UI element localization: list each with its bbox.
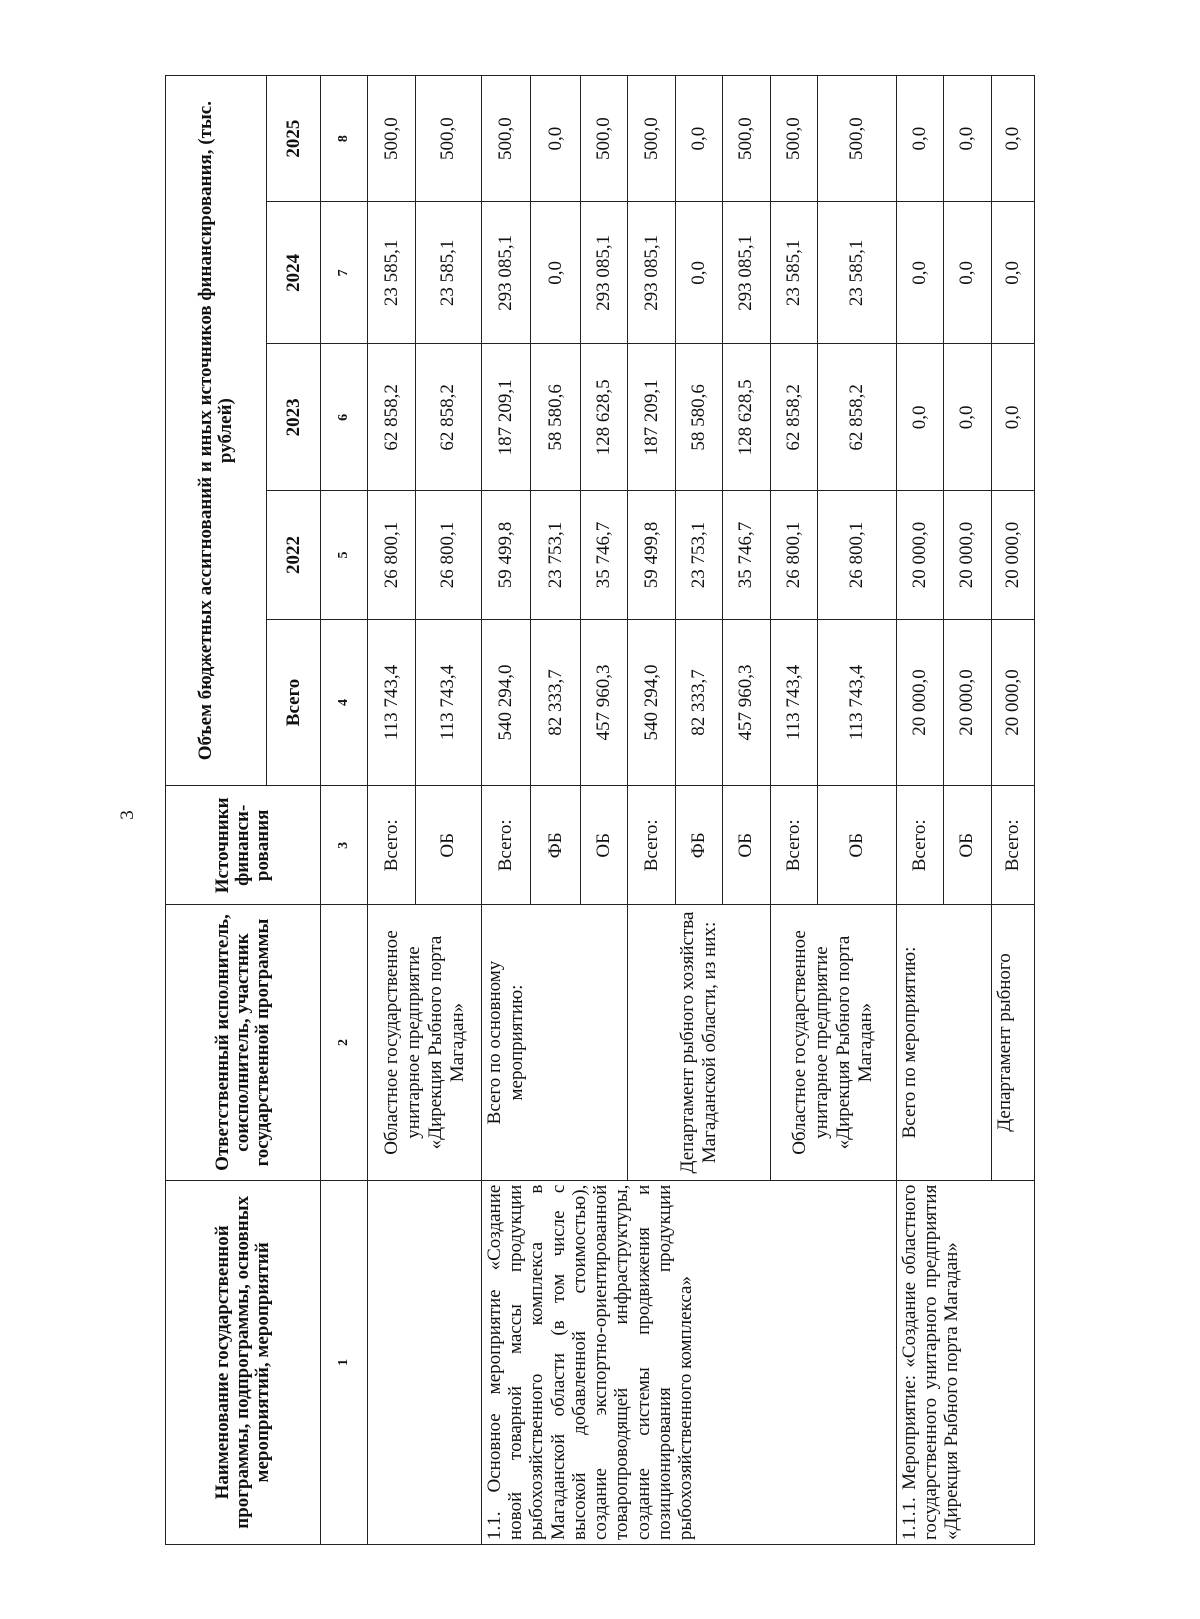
header-year-2024: 2024 — [267, 202, 321, 344]
executor-cell: Областное государственное унитарное предприятие «Дирекция Рыбного порта Магадан» — [368, 905, 482, 1180]
value-2024: 0,0 — [896, 202, 943, 344]
col-number: 3 — [320, 786, 367, 905]
executor-cell: Департамент рыбного хозяйства Магаданской области, из них: — [628, 905, 770, 1180]
col-number: 6 — [320, 344, 367, 491]
value-2024: 23 585,1 — [818, 202, 896, 344]
header-total: Всего — [267, 619, 321, 786]
executor-cell: Всего по мероприятию: — [896, 905, 991, 1180]
value-2025: 500,0 — [818, 76, 896, 202]
source-cell: ФБ — [675, 786, 722, 905]
value-2022: 26 800,1 — [770, 491, 817, 619]
value-total: 540 294,0 — [481, 619, 531, 786]
value-2025: 500,0 — [723, 76, 770, 202]
value-2025: 500,0 — [580, 76, 627, 202]
source-cell: ОБ — [723, 786, 770, 905]
value-2024: 23 585,1 — [368, 202, 415, 344]
value-2025: 0,0 — [675, 76, 722, 202]
value-2024: 0,0 — [991, 202, 1034, 344]
value-total: 540 294,0 — [628, 619, 675, 786]
value-2022: 26 800,1 — [415, 491, 481, 619]
value-total: 113 743,4 — [415, 619, 481, 786]
value-2024: 0,0 — [675, 202, 722, 344]
source-cell: Всего: — [896, 786, 943, 905]
value-total: 20 000,0 — [896, 619, 943, 786]
header-source: Источники финанси-рования — [166, 786, 321, 905]
value-2022: 26 800,1 — [368, 491, 415, 619]
value-2023: 187 209,1 — [481, 344, 531, 491]
header-volume: Объем бюджетных ассигнований и иных источников финансирования, (тыс. рублей) — [166, 76, 267, 786]
value-total: 113 743,4 — [818, 619, 896, 786]
col-number: 8 — [320, 76, 367, 202]
program-name-cell: 1.1.1. Мероприятие: «Создание областного государственного унитарного предприятия «Дирекция Рыбного порта Магадан» — [896, 1180, 1034, 1544]
value-2023: 58 580,6 — [531, 344, 581, 491]
value-2022: 23 753,1 — [531, 491, 581, 619]
program-name-cell: 1.1. Основное мероприятие «Создание новой товарной массы продукции рыбохозяйственного комплекса в Магаданской области (в том числе с высокой добавленной стоимостью), создание экспортно-ориентированной товаропроводящей инфраструктуры, создание системы продвижения и позиционирования продукции рыбохозяйственного комплекса» — [481, 1180, 896, 1544]
header-year-2023: 2023 — [267, 344, 321, 491]
value-2024: 293 085,1 — [723, 202, 770, 344]
value-2023: 58 580,6 — [675, 344, 722, 491]
value-2022: 35 746,7 — [723, 491, 770, 619]
value-2025: 0,0 — [944, 76, 991, 202]
header-name: Наименование государственной программы, подпрограммы, основных мероприятий, мероприятий — [166, 1180, 321, 1544]
value-2024: 23 585,1 — [415, 202, 481, 344]
value-2025: 500,0 — [770, 76, 817, 202]
value-2025: 500,0 — [368, 76, 415, 202]
value-2022: 20 000,0 — [991, 491, 1034, 619]
value-total: 457 960,3 — [580, 619, 627, 786]
value-2023: 62 858,2 — [415, 344, 481, 491]
source-cell: Всего: — [481, 786, 531, 905]
value-total: 20 000,0 — [991, 619, 1034, 786]
col-number: 1 — [320, 1180, 367, 1544]
source-cell: Всего: — [770, 786, 817, 905]
source-cell: Всего: — [368, 786, 415, 905]
value-2023: 62 858,2 — [770, 344, 817, 491]
value-2025: 0,0 — [991, 76, 1034, 202]
executor-cell: Департамент рыбного — [991, 905, 1034, 1180]
value-2022: 20 000,0 — [944, 491, 991, 619]
col-number: 7 — [320, 202, 367, 344]
funding-table — [165, 75, 1035, 1545]
executor-cell: Всего по основному мероприятию: — [481, 905, 628, 1180]
value-2024: 293 085,1 — [628, 202, 675, 344]
value-2023: 128 628,5 — [723, 344, 770, 491]
value-total: 113 743,4 — [770, 619, 817, 786]
value-2023: 62 858,2 — [818, 344, 896, 491]
page-number: 3 — [117, 810, 138, 820]
value-total: 457 960,3 — [723, 619, 770, 786]
source-cell: ОБ — [818, 786, 896, 905]
value-2023: 0,0 — [896, 344, 943, 491]
source-cell: Всего: — [628, 786, 675, 905]
value-2022: 59 499,8 — [481, 491, 531, 619]
value-2023: 0,0 — [944, 344, 991, 491]
value-2022: 23 753,1 — [675, 491, 722, 619]
executor-cell: Областное государственное унитарное предприятие «Дирекция Рыбного порта Магадан» — [770, 905, 896, 1180]
value-2023: 0,0 — [991, 344, 1034, 491]
value-2022: 59 499,8 — [628, 491, 675, 619]
value-2022: 26 800,1 — [818, 491, 896, 619]
source-cell: ОБ — [580, 786, 627, 905]
source-cell: Всего: — [991, 786, 1034, 905]
value-2024: 293 085,1 — [481, 202, 531, 344]
value-2024: 0,0 — [944, 202, 991, 344]
col-number: 2 — [320, 905, 367, 1180]
value-2025: 0,0 — [896, 76, 943, 202]
value-2024: 23 585,1 — [770, 202, 817, 344]
program-name-cell — [368, 1180, 482, 1544]
source-cell: ОБ — [944, 786, 991, 905]
value-total: 113 743,4 — [368, 619, 415, 786]
value-2023: 128 628,5 — [580, 344, 627, 491]
value-total: 82 333,7 — [675, 619, 722, 786]
header-year-2025: 2025 — [267, 76, 321, 202]
col-number: 5 — [320, 491, 367, 619]
value-2023: 62 858,2 — [368, 344, 415, 491]
header-executor: Ответственный исполнитель, соисполнитель, участник государственной программы — [166, 905, 321, 1180]
value-2022: 20 000,0 — [896, 491, 943, 619]
col-number: 4 — [320, 619, 367, 786]
value-2022: 35 746,7 — [580, 491, 627, 619]
value-2024: 293 085,1 — [580, 202, 627, 344]
value-2025: 500,0 — [481, 76, 531, 202]
value-2025: 0,0 — [531, 76, 581, 202]
value-total: 82 333,7 — [531, 619, 581, 786]
header-year-2022: 2022 — [267, 491, 321, 619]
source-cell: ФБ — [531, 786, 581, 905]
rotated-page — [165, 75, 1035, 1545]
value-2023: 187 209,1 — [628, 344, 675, 491]
source-cell: ОБ — [415, 786, 481, 905]
value-total: 20 000,0 — [944, 619, 991, 786]
value-2024: 0,0 — [531, 202, 581, 344]
value-2025: 500,0 — [628, 76, 675, 202]
value-2025: 500,0 — [415, 76, 481, 202]
